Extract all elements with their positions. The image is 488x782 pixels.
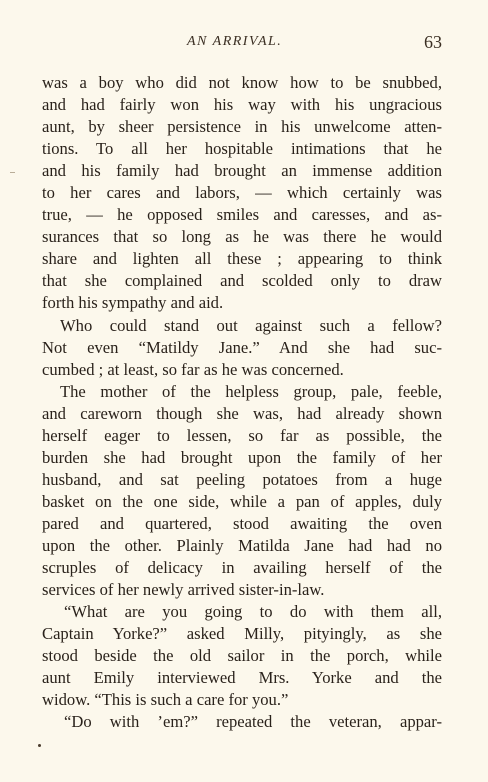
text-line: and had fairly won his way with his ungracious (42, 95, 442, 115)
text-line: Who could stand out against such a fellow? (60, 315, 442, 335)
text-line: pared and quartered, stood awaiting the oven (42, 513, 442, 533)
text-line: The mother of the helpless group, pale, feeble, (60, 381, 442, 401)
paragraph (42, 72, 442, 315)
text-line: burden she had brought upon the family of her (42, 447, 442, 467)
page-number: 63 (424, 32, 442, 52)
margin-mark (10, 172, 15, 173)
text-line: scruples of delicacy in availing herself of the (42, 558, 442, 578)
text-line: share and lighten all these ; appearing to think (42, 249, 442, 269)
text-line: husband, and sat peeling potatoes from a huge (42, 469, 442, 489)
text-line: and careworn though she was, had already shown (42, 403, 442, 423)
text-line: stood beside the old sailor in the porch, while (42, 646, 442, 666)
paragraph (42, 381, 442, 601)
text-line: cumbed ; at least, so far as he was concerned. (42, 359, 344, 379)
paragraph (42, 601, 442, 711)
text-line: “Do with ’em?” repeated the veteran, appar- (64, 712, 442, 732)
text-line: aunt, by sheer persistence in his unwelcome atten- (42, 117, 442, 137)
text-line: aunt Emily interviewed Mrs. Yorke and the (42, 668, 442, 688)
text-line: was a boy who did not know how to be snubbed, (42, 73, 442, 92)
text-line: Captain Yorke?” asked Milly, pityingly, as she (42, 624, 442, 644)
text-line: Not even “Matildy Jane.” And she had suc- (42, 337, 442, 357)
text-line: to her cares and labors, — which certainly was (42, 183, 442, 203)
text-line: basket on the one side, while a pan of apples, duly (42, 491, 442, 511)
text-line: “What are you going to do with them all, (64, 602, 442, 622)
body-text (42, 72, 442, 733)
text-line: surances that so long as he was there he would (42, 227, 442, 247)
text-line: and his family had brought an immense addition (42, 161, 442, 181)
text-line: tions. To all her hospitable intimations that he (42, 139, 442, 159)
page-header (42, 32, 442, 56)
text-line: services of her newly arrived sister-in-law. (42, 580, 325, 600)
ink-dot (38, 744, 41, 747)
text-line: true, — he opposed smiles and caresses, and as- (42, 205, 442, 225)
text-line: forth his sympathy and aid. (42, 293, 224, 313)
text-line: herself eager to lessen, so far as possible, the (42, 425, 442, 445)
text-line: widow. “This is such a care for you.” (42, 690, 289, 710)
paragraph (42, 711, 442, 733)
text-line: upon the other. Plainly Matilda Jane had had no (42, 535, 442, 555)
running-title: AN ARRIVAL. (187, 34, 283, 49)
text-line: that she complained and scolded only to draw (42, 271, 442, 291)
paragraph (42, 315, 442, 381)
